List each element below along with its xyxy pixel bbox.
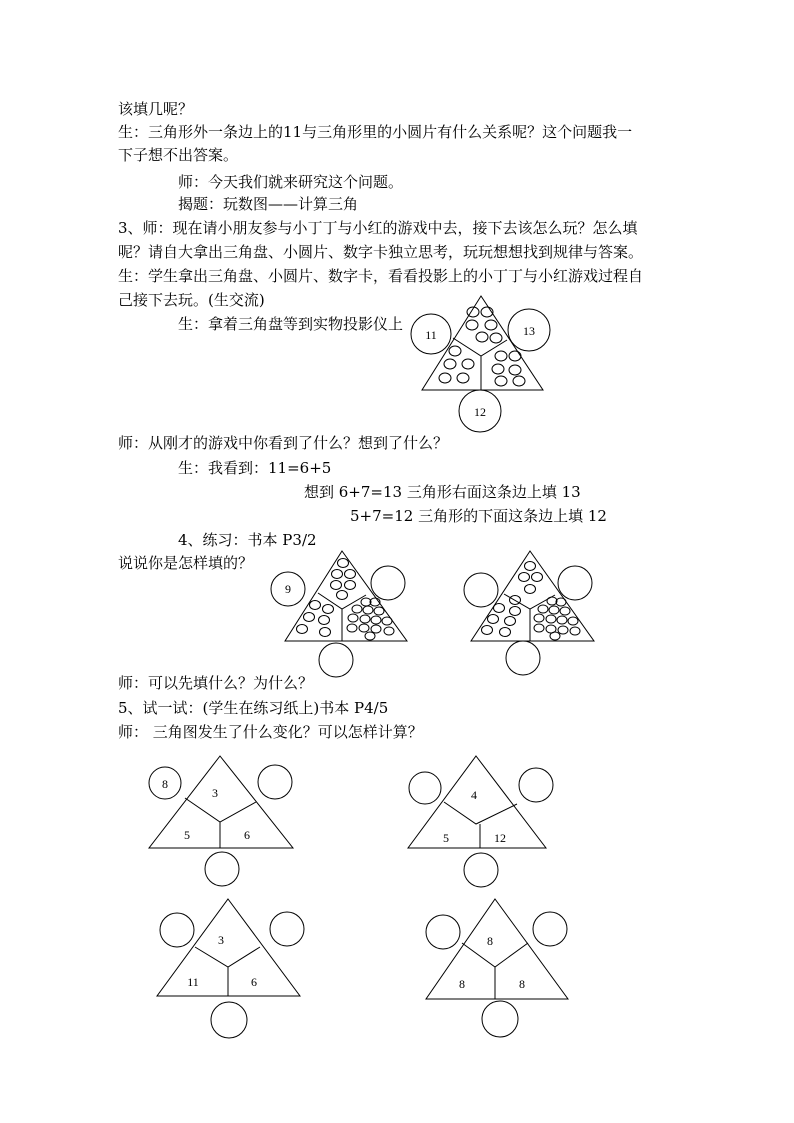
number-triangle-figure bbox=[420, 895, 585, 1045]
text-line: 生：拿着三角盘等到实物投影仪上 bbox=[178, 315, 404, 333]
top-number: 3 bbox=[212, 786, 218, 800]
text-line: 生：三角形外一条边上的11与三角形里的小圆片有什么关系呢？这个问题我一 bbox=[118, 123, 633, 141]
circle-number: 12 bbox=[474, 405, 486, 419]
game-triangle-figure bbox=[398, 292, 558, 432]
text-line: 揭题：玩数图——计算三角 bbox=[178, 195, 359, 213]
text-line: 4、练习：书本 P3/2 bbox=[178, 531, 317, 549]
text-line: 师：从刚才的游戏中你看到了什么？想到了什么？ bbox=[118, 434, 449, 452]
bottom-left-number: 5 bbox=[443, 831, 449, 845]
bottom-right-number: 12 bbox=[494, 831, 506, 845]
circle-number: 13 bbox=[523, 324, 535, 338]
top-number: 3 bbox=[218, 933, 224, 947]
exercise-triangle-figure bbox=[268, 545, 418, 680]
text-line: 师：今天我们就来研究这个问题。 bbox=[178, 173, 404, 191]
circle-number: 8 bbox=[162, 777, 168, 791]
text-line: 5+7=12 三角形的下面这条边上填 12 bbox=[350, 507, 607, 525]
text-line: 想到 6+7=13 三角形右面这条边上填 13 bbox=[304, 483, 581, 501]
number-triangle-figure bbox=[145, 752, 305, 892]
text-line: 3、师：现在请小朋友参与小丁丁与小红的游戏中去，接下去该怎么玩？怎么填 bbox=[118, 219, 638, 237]
bottom-right-number: 8 bbox=[519, 977, 525, 991]
text-line: 己接下去玩。(生交流) bbox=[118, 291, 265, 309]
bottom-left-number: 5 bbox=[184, 828, 190, 842]
text-line: 说说你是怎样填的？ bbox=[118, 554, 254, 572]
text-line: 下子想不出答案。 bbox=[118, 146, 239, 164]
text-line: 师： 三角图发生了什么变化？可以怎样计算？ bbox=[118, 723, 423, 741]
text-line: 生：我看到：11=6+5 bbox=[178, 459, 332, 477]
number-triangle-figure bbox=[404, 752, 569, 892]
text-line: 该填几呢？ bbox=[118, 100, 194, 118]
top-number: 4 bbox=[471, 788, 477, 802]
exercise-triangle-figure bbox=[455, 545, 605, 680]
top-number: 8 bbox=[487, 934, 493, 948]
number-triangle-figure bbox=[150, 895, 310, 1045]
circle-number: 9 bbox=[285, 582, 291, 596]
circle-number: 11 bbox=[425, 328, 437, 342]
text-line: 师：可以先填什么？为什么？ bbox=[118, 674, 314, 692]
bottom-right-number: 6 bbox=[244, 828, 250, 842]
text-line: 5、试一试：(学生在练习纸上)书本 P4/5 bbox=[118, 699, 389, 717]
text-line: 生：学生拿出三角盘、小圆片、数字卡，看看投影上的小丁丁与小红游戏过程自 bbox=[118, 267, 644, 285]
bottom-left-number: 11 bbox=[187, 975, 199, 989]
text-line: 呢？请自大拿出三角盘、小圆片、数字卡独立思考，玩玩想想找到规律与答案。 bbox=[118, 243, 644, 261]
bottom-right-number: 6 bbox=[251, 975, 257, 989]
bottom-left-number: 8 bbox=[459, 977, 465, 991]
